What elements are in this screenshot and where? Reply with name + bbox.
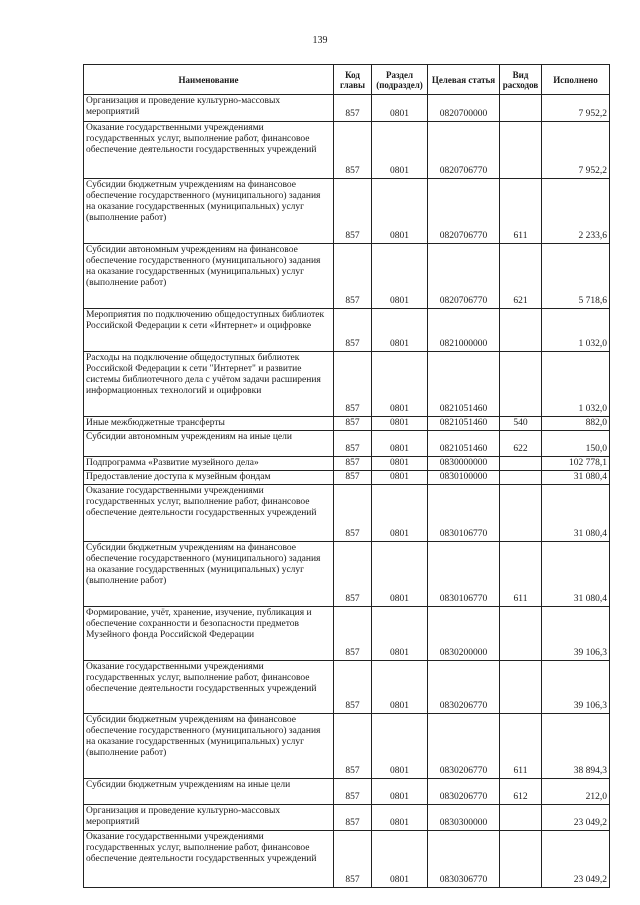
row-expense-cell [500,661,542,714]
row-target-cell: 0821000000 [428,309,500,352]
row-section-cell: 0801 [372,485,428,542]
table-row [84,607,610,661]
table-row [84,457,610,471]
row-executed-cell: 31 080,4 [542,485,610,542]
table-row [84,831,610,888]
row-expense-cell [500,95,542,122]
row-section-cell: 0801 [372,431,428,457]
row-target-cell: 0830000000 [428,457,500,471]
row-target-cell: 0820706770 [428,122,500,179]
row-chapter-cell: 857 [334,714,372,779]
row-executed-cell: 5 718,6 [542,244,610,309]
row-expense-cell [500,457,542,471]
table-row [84,244,610,309]
row-target-cell: 0830106770 [428,542,500,607]
row-section-cell: 0801 [372,661,428,714]
row-expense-cell: 612 [500,779,542,805]
row-target-cell: 0821051460 [428,431,500,457]
row-executed-cell: 102 778,1 [542,457,610,471]
table-row [84,471,610,485]
row-target-cell: 0830206770 [428,779,500,805]
row-name-cell: Формирование, учёт, хранение, изучение, публикация и обеспечение сохранности и безопасности предметов Музейного фонда Российской Федерации [84,607,334,661]
row-target-cell: 0830100000 [428,471,500,485]
row-name-cell: Иные межбюджетные трансферты [84,417,334,431]
row-executed-cell: 7 952,2 [542,122,610,179]
row-chapter-cell: 857 [334,457,372,471]
table-body [84,95,610,888]
row-chapter-cell: 857 [334,542,372,607]
table-row [84,352,610,417]
row-name-cell: Субсидии бюджетным учреждениям на финансовое обеспечение государственного (муниципального) задания на оказание государственных (муниципальных) услуг (выполнение работ) [84,542,334,607]
row-expense-cell: 540 [500,417,542,431]
row-section-cell: 0801 [372,831,428,888]
table-row [84,714,610,779]
row-expense-cell: 621 [500,244,542,309]
row-expense-cell [500,471,542,485]
table-row [84,431,610,457]
row-chapter-cell: 857 [334,244,372,309]
row-expense-cell [500,309,542,352]
row-name-cell: Предоставление доступа к музейным фондам [84,471,334,485]
row-target-cell: 0830300000 [428,805,500,831]
row-section-cell: 0801 [372,122,428,179]
row-expense-cell [500,607,542,661]
row-name-cell: Субсидии автономным учреждениям на финансовое обеспечение государственного (муниципального) задания на оказание государственных (муниципальных) услуг (выполнение работ) [84,244,334,309]
table-row [84,417,610,431]
row-name-cell: Субсидии бюджетным учреждениям на финансовое обеспечение государственного (муниципального) задания на оказание государственных (муниципальных) услуг (выполнение работ) [84,714,334,779]
table-row [84,779,610,805]
row-name-cell: Мероприятия по подключению общедоступных библиотек Российской Федерации к сети «Интернет» и оцифровке [84,309,334,352]
column-header-name: Наименование [84,65,334,95]
row-name-cell: Оказание государственными учреждениями государственных услуг, выполнение работ, финансовое обеспечение деятельности государственных учреждений [84,485,334,542]
row-name-cell: Подпрограмма «Развитие музейного дела» [84,457,334,471]
table-header-row [84,65,610,95]
row-expense-cell [500,122,542,179]
budget-table [83,64,610,888]
row-executed-cell: 1 032,0 [542,352,610,417]
page-number: 139 [312,35,328,46]
row-target-cell: 0830206770 [428,714,500,779]
row-target-cell: 0820700000 [428,95,500,122]
row-section-cell: 0801 [372,95,428,122]
row-executed-cell: 38 894,3 [542,714,610,779]
row-executed-cell: 2 233,6 [542,179,610,244]
row-chapter-cell: 857 [334,471,372,485]
row-section-cell: 0801 [372,457,428,471]
column-header-section: Раздел (подраздел) [372,65,428,95]
row-executed-cell: 1 032,0 [542,309,610,352]
row-name-cell: Субсидии бюджетным учреждениям на иные цели [84,779,334,805]
row-section-cell: 0801 [372,607,428,661]
row-chapter-cell: 857 [334,352,372,417]
row-chapter-cell: 857 [334,607,372,661]
row-name-cell: Расходы на подключение общедоступных библиотек Российской Федерации к сети "Интернет" и развитие системы библиотечного дела с учётом задачи расширения информационных технологий и оцифровки [84,352,334,417]
row-chapter-cell: 857 [334,95,372,122]
row-executed-cell: 882,0 [542,417,610,431]
row-name-cell: Оказание государственными учреждениями государственных услуг, выполнение работ, финансовое обеспечение деятельности государственных учреждений [84,831,334,888]
row-chapter-cell: 857 [334,122,372,179]
row-chapter-cell: 857 [334,485,372,542]
table-row [84,95,610,122]
column-header-expense: Вид расходов [500,65,542,95]
row-executed-cell: 23 049,2 [542,805,610,831]
table-row [84,179,610,244]
row-executed-cell: 23 049,2 [542,831,610,888]
row-chapter-cell: 857 [334,831,372,888]
column-header-target: Целевая статья [428,65,500,95]
row-chapter-cell: 857 [334,417,372,431]
row-expense-cell: 611 [500,542,542,607]
row-chapter-cell: 857 [334,179,372,244]
table-row [84,485,610,542]
row-executed-cell: 39 106,3 [542,661,610,714]
row-target-cell: 0830106770 [428,485,500,542]
row-name-cell: Субсидии автономным учреждениям на иные цели [84,431,334,457]
table-row [84,309,610,352]
table-row [84,542,610,607]
row-executed-cell: 212,0 [542,779,610,805]
row-section-cell: 0801 [372,417,428,431]
row-section-cell: 0801 [372,542,428,607]
row-executed-cell: 150,0 [542,431,610,457]
row-expense-cell: 611 [500,714,542,779]
row-target-cell: 0821051460 [428,417,500,431]
row-executed-cell: 39 106,3 [542,607,610,661]
row-executed-cell: 7 952,2 [542,95,610,122]
table-row [84,805,610,831]
row-section-cell: 0801 [372,714,428,779]
column-header-executed: Исполнено [542,65,610,95]
row-section-cell: 0801 [372,779,428,805]
row-target-cell: 0830206770 [428,661,500,714]
row-executed-cell: 31 080,4 [542,471,610,485]
row-section-cell: 0801 [372,309,428,352]
row-section-cell: 0801 [372,352,428,417]
column-header-chapter: Код главы [334,65,372,95]
row-target-cell: 0830306770 [428,831,500,888]
row-name-cell: Организация и проведение культурно-массовых мероприятий [84,95,334,122]
row-chapter-cell: 857 [334,661,372,714]
row-section-cell: 0801 [372,471,428,485]
row-target-cell: 0820706770 [428,244,500,309]
row-target-cell: 0821051460 [428,352,500,417]
row-expense-cell [500,805,542,831]
row-expense-cell [500,831,542,888]
row-chapter-cell: 857 [334,309,372,352]
row-name-cell: Организация и проведение культурно-массовых мероприятий [84,805,334,831]
row-name-cell: Субсидии бюджетным учреждениям на финансовое обеспечение государственного (муниципального) задания на оказание государственных (муниципальных) услуг (выполнение работ) [84,179,334,244]
row-target-cell: 0820706770 [428,179,500,244]
row-section-cell: 0801 [372,179,428,244]
row-executed-cell: 31 080,4 [542,542,610,607]
row-chapter-cell: 857 [334,431,372,457]
row-target-cell: 0830200000 [428,607,500,661]
row-section-cell: 0801 [372,805,428,831]
row-expense-cell: 622 [500,431,542,457]
row-name-cell: Оказание государственными учреждениями государственных услуг, выполнение работ, финансовое обеспечение деятельности государственных учреждений [84,661,334,714]
row-expense-cell: 611 [500,179,542,244]
row-chapter-cell: 857 [334,805,372,831]
row-expense-cell [500,352,542,417]
table-row [84,661,610,714]
row-name-cell: Оказание государственными учреждениями государственных услуг, выполнение работ, финансовое обеспечение деятельности государственных учреждений [84,122,334,179]
row-chapter-cell: 857 [334,779,372,805]
row-expense-cell [500,485,542,542]
row-section-cell: 0801 [372,244,428,309]
table-row [84,122,610,179]
